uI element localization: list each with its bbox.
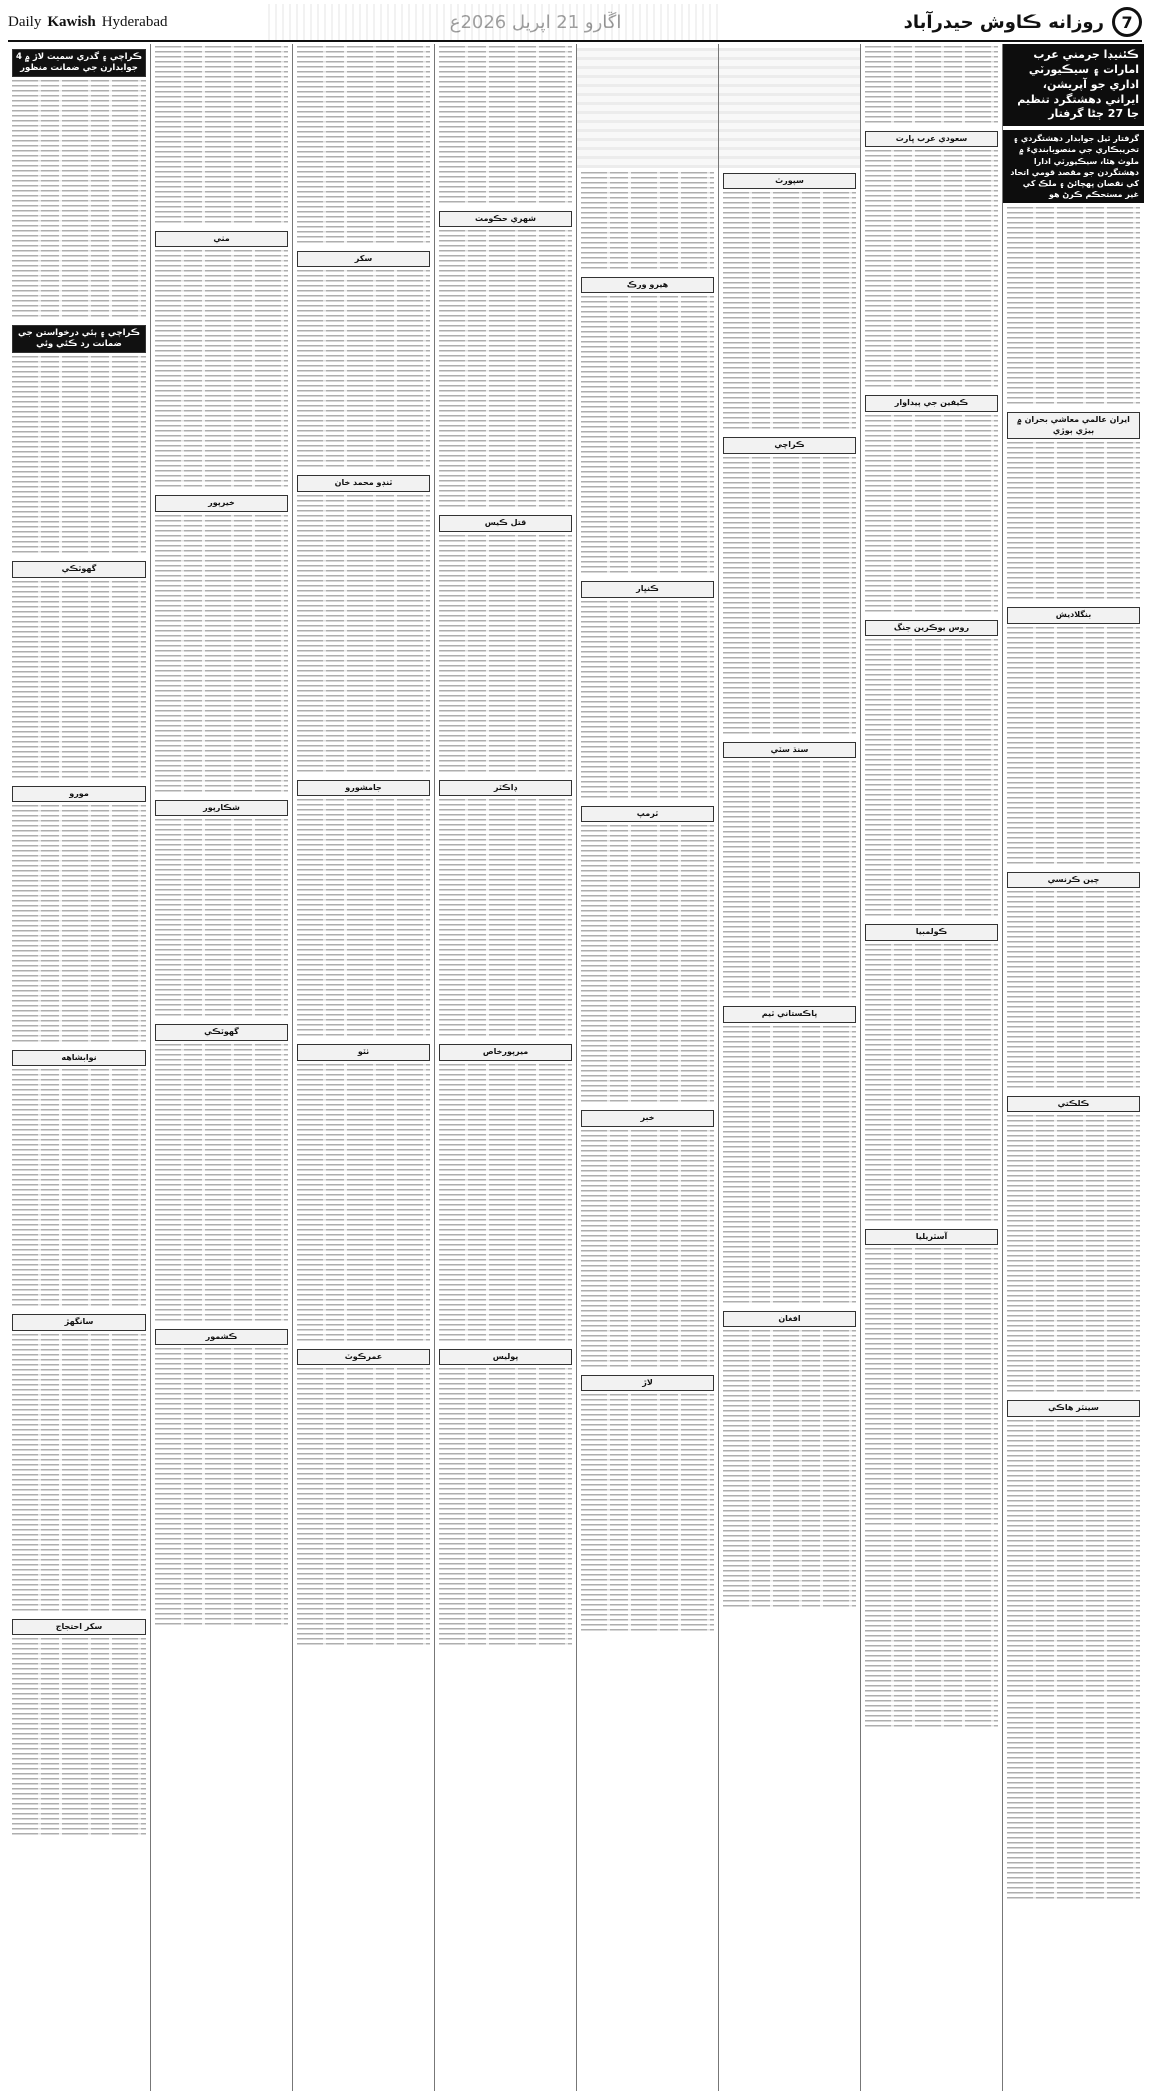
- masthead-watermark: [268, 4, 722, 40]
- story-heading: ڪشمور: [155, 1329, 288, 1345]
- english-title: [8, 14, 168, 31]
- story-heading: ٽنڊو محمد خان: [297, 475, 430, 491]
- article-text: [865, 150, 998, 390]
- article-text: [723, 192, 856, 432]
- column-1: [1002, 44, 1144, 2091]
- story-heading: بنگلاديش: [1007, 607, 1140, 623]
- article-text: [439, 230, 572, 510]
- article-text: [12, 1334, 146, 1614]
- article-text: [439, 799, 572, 1039]
- story-heading: شهري حڪومت: [439, 211, 572, 227]
- article-text: [581, 1394, 714, 1634]
- story-heading: مٺي: [155, 231, 288, 247]
- story-heading: شڪارپور: [155, 800, 288, 816]
- story-heading: پوليس: [439, 1349, 572, 1365]
- article-text: [155, 250, 288, 490]
- article-text: [1007, 1702, 1140, 1902]
- article-text: [12, 1069, 146, 1309]
- column-4: [576, 44, 718, 2091]
- story-heading: افغان: [723, 1311, 856, 1327]
- article-text: [297, 799, 430, 1039]
- article-text: [297, 46, 430, 246]
- story-heading: سعودي عرب ڀارت: [865, 131, 998, 147]
- story-heading: ڪيفين جي پيداوار: [865, 395, 998, 411]
- page-number-badge: 7: [1112, 7, 1142, 37]
- story-heading: سنڌ سٽي: [723, 742, 856, 758]
- story-heading: نوابشاهه: [12, 1050, 146, 1066]
- story-heading: گهوٽڪي: [155, 1024, 288, 1040]
- left-lead-headline: ڪراچي ۽ گدري سميت لاڙ ۾ 4 جوابدارن جي ضمانت منظور: [12, 49, 146, 77]
- column-2: [860, 44, 1002, 2091]
- article-text: [1007, 627, 1140, 867]
- sindhi-title: روزانه ڪاوش حيدرآباد: [903, 11, 1104, 33]
- article-text: [12, 805, 146, 1045]
- story-heading: ڪلڪتي: [1007, 1096, 1140, 1112]
- article-text: [723, 1026, 856, 1306]
- article-text: [297, 495, 430, 775]
- article-text: [865, 415, 998, 615]
- story-heading: خيرپور: [155, 495, 288, 511]
- story-heading: لاڙ: [581, 1375, 714, 1391]
- article-text: [12, 1638, 146, 1838]
- article-text: [1007, 1115, 1140, 1395]
- lead-headline: ڪئنيڊا جرمني عرب امارات ۽ سيڪيورٽي اداري جو آپريشن، ايراني دهشتگرد تنظيم جا 27 ڄڻا گرفتار: [1003, 44, 1144, 126]
- article-text: [1007, 891, 1140, 1091]
- story-heading: عمرڪوٽ: [297, 1349, 430, 1365]
- article-text: [155, 46, 288, 226]
- article-text: [439, 46, 572, 206]
- article-text: [12, 80, 146, 320]
- article-text: [12, 581, 146, 781]
- masthead: [8, 4, 1142, 42]
- article-text: [297, 1064, 430, 1344]
- urdu-title-group: [904, 7, 1142, 37]
- story-heading: ٽرمپ: [581, 806, 714, 822]
- story-heading: قتل ڪيس: [439, 515, 572, 531]
- article-text: [1007, 1420, 1140, 1700]
- story-heading: ڪولمبيا: [865, 924, 998, 940]
- story-heading: هيرو ورڪ: [581, 277, 714, 293]
- column-8: [8, 44, 150, 2091]
- title-brand: Kawish: [47, 13, 96, 30]
- article-text: [439, 535, 572, 775]
- story-heading: سپورٽ: [723, 173, 856, 189]
- article-text: [581, 825, 714, 1105]
- article-text: [1007, 442, 1140, 602]
- story-heading: خبر: [581, 1110, 714, 1126]
- article-text: [155, 1044, 288, 1324]
- article-text: [439, 1064, 572, 1344]
- story-heading: ٺٽو: [297, 1044, 430, 1060]
- article-text: [865, 46, 998, 126]
- story-heading: ڊاڪٽر: [439, 780, 572, 796]
- article-text: [581, 296, 714, 576]
- story-heading: ايران عالمي معاشي بحران ۾ ٻيڙي ٻوڙي: [1007, 412, 1140, 439]
- article-text: [723, 457, 856, 737]
- story-heading: سينٽر هاڪي: [1007, 1400, 1140, 1416]
- lead-subheadline: گرفتار ٿيل جوابدار دهشتگردي ۽ تخريبڪاري جي منصوبابنديءَ ۾ ملوث هئا، سيڪيورٽي ادارا دهشتگردن جو مقصد قومي اتحاد کي نقصان پهچائڻ ۽ ملڪ کي غير مستحڪم ڪرڻ هو: [1003, 130, 1144, 203]
- story-heading: روس يوڪرين جنگ: [865, 620, 998, 636]
- article-text: [865, 1530, 998, 1730]
- article-text: [155, 1348, 288, 1628]
- article-text: [297, 1368, 430, 1648]
- story-heading: مورو: [12, 786, 146, 802]
- article-text: [581, 1130, 714, 1370]
- story-heading: سکر احتجاج: [12, 1619, 146, 1635]
- article-text: [439, 1368, 572, 1648]
- story-heading: پاڪستاني ٽيم: [723, 1006, 856, 1022]
- story-heading: ميرپورخاص: [439, 1044, 572, 1060]
- watermark-strip: [577, 48, 718, 168]
- story-heading: ڪراچي: [723, 437, 856, 453]
- left-lead-headline-2: ڪراچي ۽ ٻئي درخواستن جي ضمانت رد ڪئي وئي: [12, 325, 146, 353]
- story-heading: جامشورو: [297, 780, 430, 796]
- article-text: [865, 1248, 998, 1528]
- article-text: [581, 601, 714, 801]
- story-heading: سانگهڙ: [12, 1314, 146, 1330]
- column-6: [292, 44, 434, 2091]
- title-city: Hyderabad: [101, 13, 168, 30]
- story-heading: ڪنڀار: [581, 581, 714, 597]
- article-text: [297, 270, 430, 470]
- title-prefix: Daily: [8, 13, 42, 30]
- article-text: [155, 819, 288, 1019]
- column-3: [718, 44, 860, 2091]
- article-text: [723, 761, 856, 1001]
- story-heading: چين ڪرنسي: [1007, 872, 1140, 888]
- article-text: [12, 356, 146, 556]
- story-heading: گھوٽڪي: [12, 561, 146, 577]
- article-text: [865, 944, 998, 1224]
- story-heading: آسٽريليا: [865, 1229, 998, 1245]
- column-5: [434, 44, 576, 2091]
- article-text: [723, 1330, 856, 1610]
- article-text: [865, 639, 998, 919]
- news-columns: [6, 44, 1144, 2091]
- column-7: [150, 44, 292, 2091]
- watermark-strip: [719, 48, 860, 168]
- article-text: [581, 172, 714, 272]
- article-text: [1007, 207, 1140, 407]
- story-heading: سکر: [297, 251, 430, 267]
- article-text: [155, 515, 288, 795]
